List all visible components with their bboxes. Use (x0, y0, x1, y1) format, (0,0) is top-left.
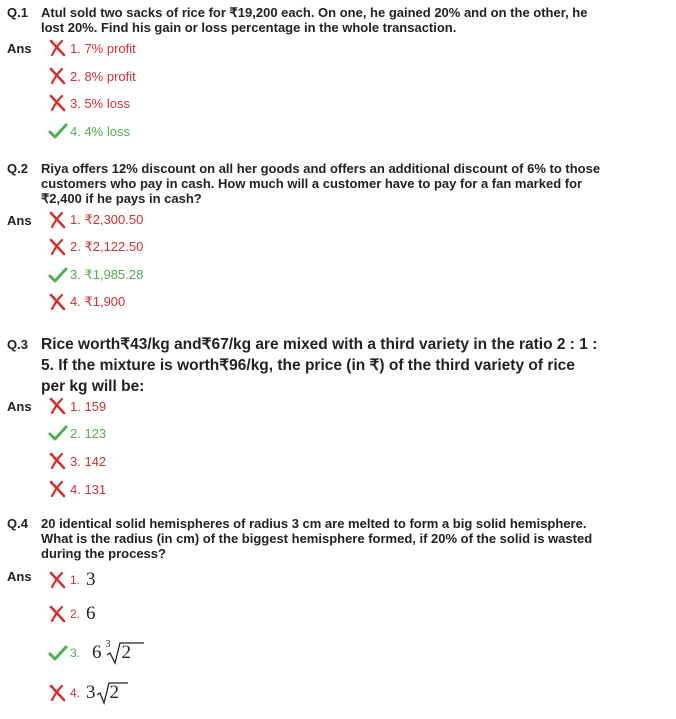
question-text: Rice worth₹43/kg and₹67/kg are mixed with a third variety in the ratio 2 : 1 : 5. If the mixture is worth₹96/kg, the price (in ₹) of the third variety of rice per kg will be: (41, 336, 598, 395)
option-label: 3. 142 (70, 453, 107, 469)
check-icon (48, 122, 68, 140)
option-label: 4. 131 (70, 481, 107, 497)
option-value: 6 (92, 642, 102, 663)
option-1[interactable] (48, 569, 96, 591)
cross-icon (48, 684, 68, 702)
cross-icon (48, 94, 68, 112)
option-label: 1. (70, 573, 81, 587)
option-label: 2. 8% profit (70, 68, 136, 84)
option-label: 4. 4% loss (70, 123, 130, 139)
option-1[interactable] (48, 38, 136, 58)
question-number: Q.3 (7, 337, 28, 352)
question-number: Q.2 (7, 161, 28, 176)
radicand: 2 (109, 682, 120, 703)
option-value: 3 (86, 569, 96, 590)
question-text: Riya offers 12% discount on all her goods and offers an additional discount of 6% to those customers who pay in cash. How much will a customer have to pay for a fan marked for ₹2,400 if he pays in cash? (41, 161, 601, 206)
answer-label: Ans (7, 213, 32, 228)
option-4[interactable] (48, 292, 125, 312)
cross-icon (48, 452, 68, 470)
answer-label: Ans (7, 399, 32, 414)
check-icon (48, 266, 68, 284)
option-label: 1. 7% profit (70, 40, 136, 56)
option-label: 4. (70, 686, 81, 700)
cross-icon (48, 397, 68, 415)
check-icon (48, 424, 68, 442)
option-value: 6 (86, 603, 96, 624)
question-text: Atul sold two sacks of rice for ₹19,200 each. On one, he gained 20% and on the other, he lost 20%. Find his gain or loss percentage in the whole transaction. (41, 5, 588, 35)
cross-icon (48, 480, 68, 498)
radicand: 2 (121, 642, 132, 663)
question-number: Q.4 (7, 516, 28, 531)
option-2[interactable] (48, 603, 96, 625)
answer-label: Ans (7, 41, 32, 56)
question-number: Q.1 (7, 5, 28, 20)
option-label: 3. ₹1,985.28 (70, 267, 144, 282)
option-label: 3. (70, 646, 81, 660)
root-index: 3 (105, 639, 111, 650)
option-2[interactable] (48, 423, 106, 443)
option-2[interactable] (48, 237, 143, 257)
cross-icon (48, 211, 68, 229)
option-label: 1. ₹2,300.50 (70, 212, 144, 227)
option-label: 3. 5% loss (70, 95, 130, 111)
cross-icon (48, 571, 68, 589)
option-label: 4. ₹1,900 (70, 294, 126, 309)
option-3[interactable] (48, 451, 106, 471)
option-4[interactable] (48, 479, 106, 499)
option-4[interactable] (48, 121, 130, 141)
check-icon (48, 644, 68, 662)
option-4[interactable] (48, 680, 130, 706)
option-3[interactable] (48, 640, 146, 666)
question-text: 20 identical solid hemispheres of radius 3 cm are melted to form a big solid hemisphere. What is the radius (in cm) of the biggest hemisphere formed, if 20% of the solid is wasted during the process? (41, 516, 593, 561)
option-1[interactable] (48, 210, 143, 230)
option-2[interactable] (48, 66, 136, 86)
cross-icon (48, 67, 68, 85)
option-3[interactable] (48, 93, 130, 113)
option-label: 1. 159 (70, 398, 107, 414)
cross-icon (48, 605, 68, 623)
option-label: 2. (70, 607, 81, 621)
cross-icon (48, 293, 68, 311)
option-label: 2. ₹2,122.50 (70, 239, 144, 254)
option-value: 3 (86, 682, 96, 703)
cube-root-expression (106, 640, 146, 666)
option-1[interactable] (48, 396, 106, 416)
answer-label: Ans (7, 569, 32, 584)
cross-icon (48, 39, 68, 57)
option-3[interactable] (48, 265, 143, 285)
option-label: 2. 123 (70, 425, 107, 441)
square-root-expression (96, 680, 130, 706)
cross-icon (48, 238, 68, 256)
